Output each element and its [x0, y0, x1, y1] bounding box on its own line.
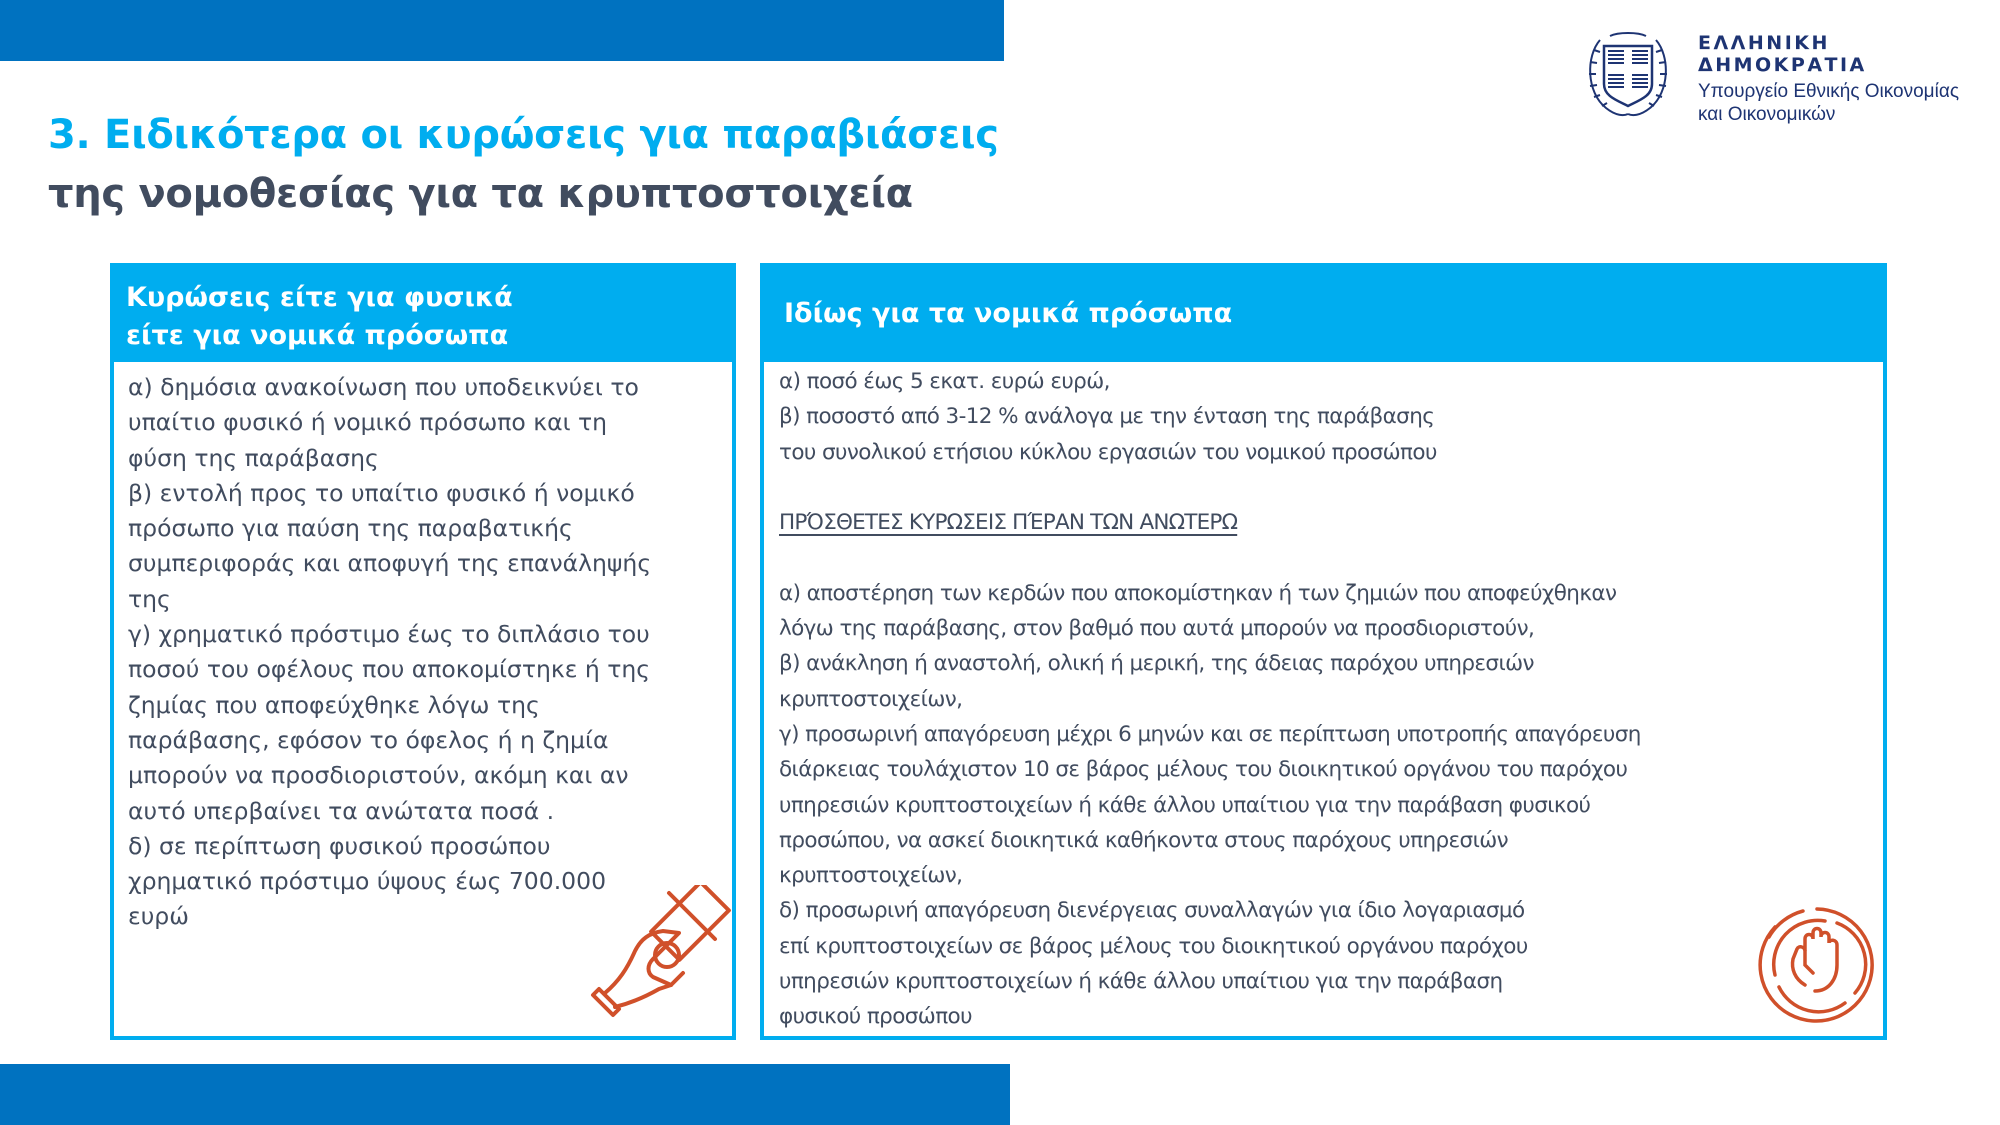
- additional-sanction-text-line: κρυπτοστοιχείων,: [779, 863, 963, 889]
- logo-subtitle-line1: Υπουργείο Εθνικής Οικονομίας: [1698, 81, 1959, 102]
- ministry-logo: [1580, 26, 1980, 125]
- sanction-text-line: του συνολικού ετήσιου κύκλου εργασιών του νομικού προσώπου: [779, 439, 1437, 465]
- greek-coat-of-arms-icon: [1580, 26, 1676, 122]
- sanction-text-line: ποσού του οφέλους που αποκομίστηκε ή της: [128, 655, 651, 684]
- sanction-text-line: β) εντολή προς το υπαίτιο φυσικό ή νομικό: [128, 478, 635, 507]
- additional-sanction-text-line: επί κρυπτοστοιχείων σε βάρος μέλους του διοικητικού οργάνου παρόχου: [779, 933, 1528, 959]
- additional-sanction-text-line: δ) προσωρινή απαγόρευση διενέργειας συναλλαγών για ίδιο λογαριασμό: [779, 898, 1525, 924]
- additional-sanction-text-line: λόγω της παράβασης, στον βαθμό που αυτά μπορούν να προσδιοριστούν,: [779, 616, 1535, 642]
- sanction-text-line: α) δημόσια ανακοίνωση που υποδεικνύει το: [128, 373, 639, 401]
- additional-sanction-text-line: υπηρεσιών κρυπτοστοιχείων ή κάθε άλλου υπαίτιου για την παράβαση: [779, 969, 1503, 995]
- page-title: [48, 106, 999, 224]
- additional-sanction-text-line: α) αποστέρηση των κερδών που αποκομίστηκαν ή των ζημιών που αποφεύχθηκαν: [779, 580, 1617, 606]
- sanction-text-line: παράβασης, εφόσον το όφελος ή η ζημία: [128, 725, 609, 754]
- sanction-text-line: της: [128, 584, 171, 613]
- sanction-text-line: δ) σε περίπτωση φυσικού προσώπου: [128, 831, 551, 860]
- sanction-text-line: μπορούν να προσδιοριστούν, ακόμη και αν: [128, 761, 629, 790]
- bottom-banner-bar: [0, 1064, 1010, 1125]
- additional-sanction-text-line: κρυπτοστοιχείων,: [779, 686, 963, 712]
- hand-giving-money-icon: [575, 885, 735, 1025]
- additional-sanction-text-line: β) ανάκληση ή αναστολή, ολική ή μερική, της άδειας παρόχου υπηρεσιών: [779, 651, 1534, 677]
- stop-hand-icon: [1755, 903, 1880, 1028]
- sanction-text-line: πρόσωπο για παύση της παραβατικής: [128, 514, 573, 543]
- sanction-text-line: ζημίας που αποφεύχθηκε λόγω της: [128, 690, 540, 719]
- left-box-body: [114, 362, 732, 935]
- right-box-additional-list: [779, 576, 1873, 1035]
- page-title-line1: 3. Ειδικότερα οι κυρώσεις για παραβιάσεις: [48, 112, 999, 158]
- sanction-text-line: υπαίτιο φυσικό ή νομικό πρόσωπο και τη: [128, 408, 608, 437]
- sanction-text-line: φύση της παράβασης: [128, 443, 379, 472]
- sanction-text-line: ευρώ: [128, 902, 189, 931]
- left-box-heading: [114, 267, 732, 362]
- logo-text-block: [1698, 32, 1980, 126]
- additional-sanction-text-line: υπηρεσιών κρυπτοστοιχείων ή κάθε άλλου υπαίτιου για την παράβαση φυσικού: [779, 792, 1591, 818]
- page-title-line2: της νομοθεσίας για τα κρυπτοστοιχεία: [48, 171, 913, 217]
- right-box-body: [764, 362, 1883, 1035]
- additional-sanctions-heading: ΠΡΌΣΘΕΤΕΣ ΚΥΡΩΣΕΙΣ ΠΈΡΑΝ ΤΩΝ ΑΝΩΤΕΡΩ: [779, 510, 1238, 536]
- left-box-heading-line1: Κυρώσεις είτε για φυσικά: [126, 282, 513, 313]
- sanction-text-line: β) ποσοστό από 3-12 % ανάλογα με την ένταση της παράβασης: [779, 404, 1435, 430]
- left-box-heading-line2: είτε για νομικά πρόσωπα: [126, 320, 509, 351]
- spacer: [779, 540, 1873, 575]
- top-banner-bar: [0, 0, 1004, 61]
- additional-sanction-text-line: προσώπου, να ασκεί διοικητικά καθήκοντα στους παρόχους υπηρεσιών: [779, 827, 1509, 853]
- additional-sanction-text-line: διάρκειας τουλάχιστον 10 σε βάρος μέλους του διοικητικού οργάνου του παρόχου: [779, 757, 1628, 783]
- spacer: [779, 470, 1873, 505]
- logo-subtitle-line2: και Οικονομικών: [1698, 104, 1836, 125]
- right-box-heading: Ιδίως για τα νομικά πρόσωπα: [764, 267, 1883, 362]
- right-box-main-list: [779, 364, 1873, 470]
- sanctions-legal-persons-box: [760, 263, 1887, 1040]
- sanction-text-line: χρηματικό πρόστιμο ύψους έως 700.000: [128, 867, 607, 896]
- sanction-text-line: συμπεριφοράς και αποφυγή της επανάληψής: [128, 549, 652, 578]
- logo-title: ΕΛΛΗΝΙΚΗ ΔΗΜΟΚΡΑΤΙΑ: [1698, 32, 1867, 76]
- sanction-text-line: αυτό υπερβαίνει τα ανώτατα ποσά .: [128, 796, 555, 825]
- sanction-text-line: α) ποσό έως 5 εκατ. ευρώ ευρώ,: [779, 369, 1110, 394]
- sanction-text-line: γ) χρηματικό πρόστιμο έως το διπλάσιο του: [128, 620, 650, 649]
- additional-sanction-text-line: γ) προσωρινή απαγόρευση μέχρι 6 μηνών και σε περίπτωση υποτροπής απαγόρευση: [779, 721, 1641, 747]
- additional-sanction-text-line: φυσικού προσώπου: [779, 1004, 972, 1030]
